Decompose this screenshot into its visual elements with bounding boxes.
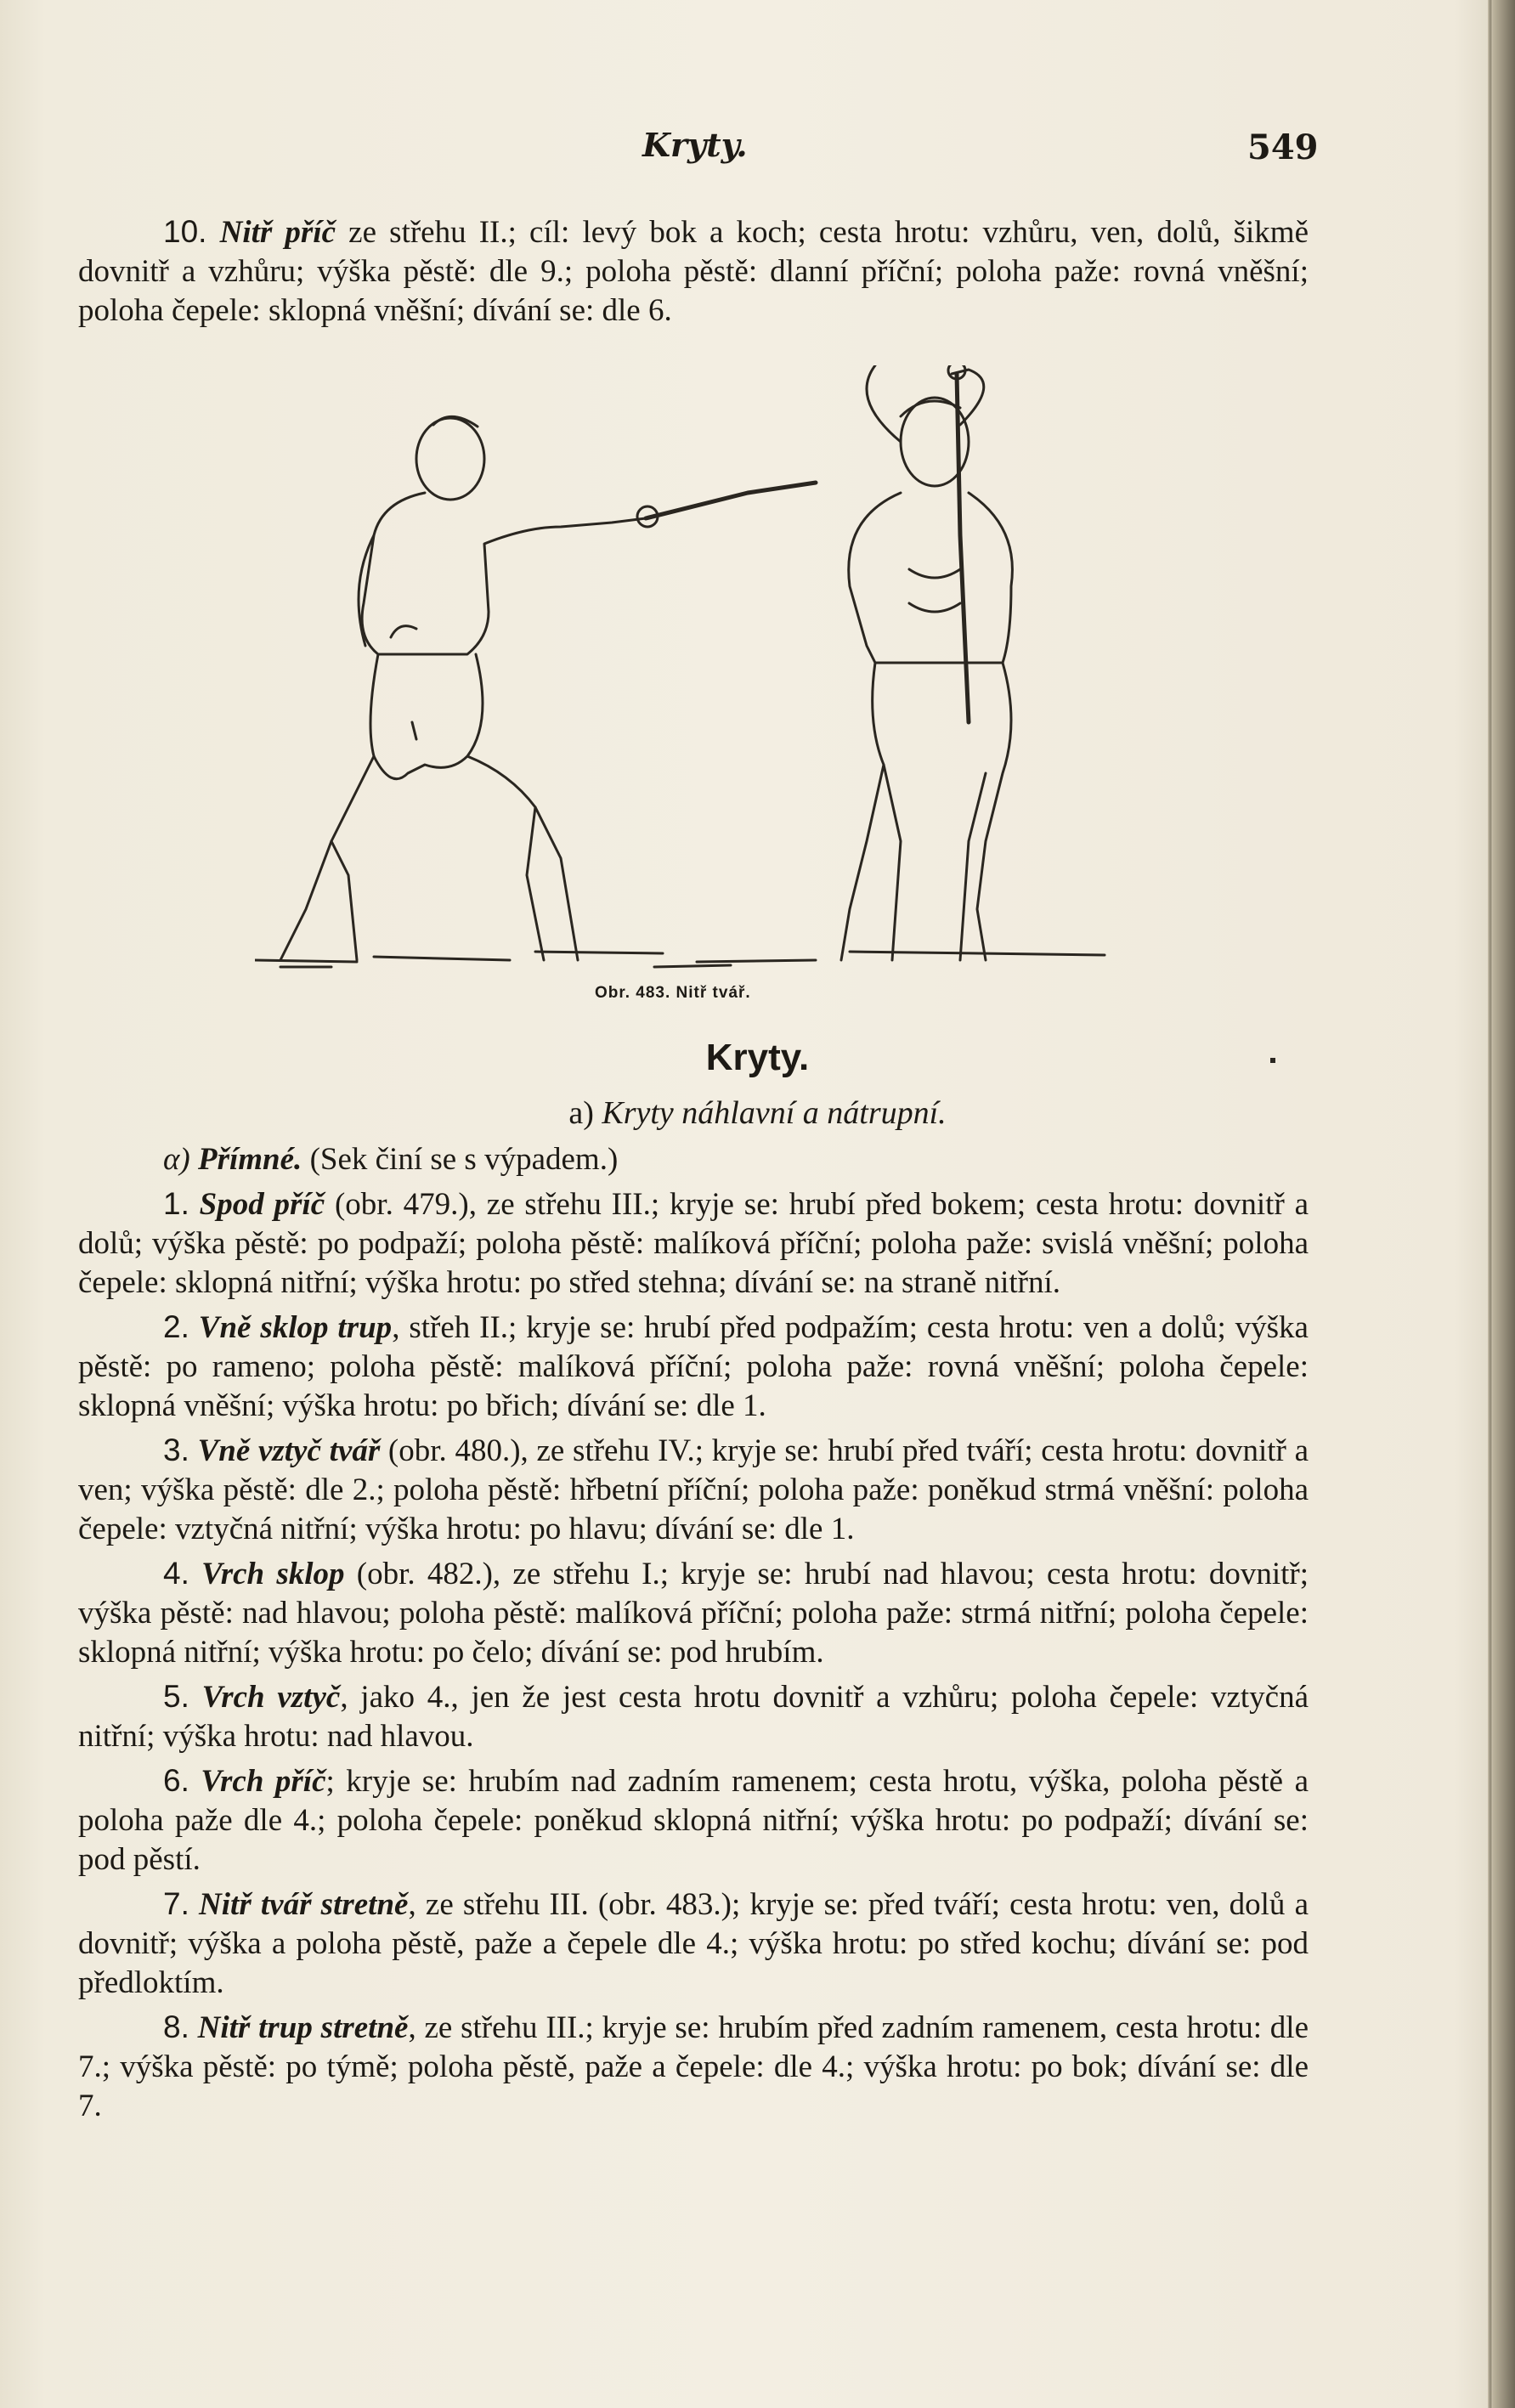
- sub-section-line: [78, 1140, 1309, 1179]
- item-number: 3.: [163, 1433, 189, 1467]
- item-3: [78, 1431, 1309, 1549]
- items-list: [78, 1184, 1309, 2126]
- item-number: 2.: [163, 1309, 189, 1344]
- item-term: Vně vztyč tvář: [197, 1433, 381, 1468]
- item-text: , jako 4., jen že jest cesta hrotu dovnitř a vzhůru; poloha čepele: vztyčná nitřní; výška hrotu: nad hlavou.: [78, 1680, 1309, 1754]
- item-term: Spod příč: [199, 1187, 325, 1222]
- figure-caption: Obr. 483. Nitř tvář.: [595, 984, 751, 1002]
- item-number: 7.: [163, 1886, 189, 1921]
- item-term: Nitř příč: [219, 215, 336, 250]
- item-2: [78, 1308, 1309, 1426]
- fencing-figure: [255, 365, 1122, 977]
- item-number: 5.: [163, 1679, 189, 1714]
- item-4: [78, 1554, 1309, 1672]
- item-number: 6.: [163, 1763, 189, 1798]
- subheading: [0, 1094, 1515, 1132]
- intro-paragraph: [78, 212, 1309, 331]
- item-number: 4.: [163, 1556, 189, 1591]
- item-7: [78, 1885, 1309, 2003]
- page-number: 549: [1247, 127, 1319, 167]
- item-number: 1.: [163, 1186, 189, 1221]
- item-term: Vrch příč: [201, 1764, 326, 1799]
- subheading-title: Kryty náhlavní a nátrupní.: [602, 1095, 947, 1131]
- item-term: Vrch vztyč: [201, 1680, 341, 1715]
- item-term: Vrch sklop: [201, 1557, 345, 1591]
- item-text: (obr. 480.), ze střehu IV.; kryje se: hrubí před tváří; cesta hrotu: dovnitř a ven; výška pěstě: dle 2.; poloha pěstě: hřbetní příční; poloha paže: poněkud strmá vněšní: poloha čepele: vztyčná nitřní; výška hrotu: po hlavu; dívání se: dle 1.: [78, 1433, 1309, 1546]
- printing-dot: [1270, 1058, 1275, 1063]
- item-text: (obr. 479.), ze střehu III.; kryje se: hrubí před bokem; cesta hrotu: dovnitř a dolů; výška pěstě: po podpaží; poloha pěstě: malíková příční; poloha paže: svislá vněšní; poloha čepele: sklopná nitřní; výška hrotu: po střed stehna; dívání se: na straně nitřní.: [78, 1187, 1309, 1300]
- item-8: [78, 2008, 1309, 2126]
- item-term: Nitř trup stretně: [197, 2010, 409, 2045]
- item-number: 10.: [163, 214, 207, 249]
- item-5: [78, 1677, 1309, 1756]
- item-text: , ze střehu III.; kryje se: hrubím před zadním ramenem, cesta hrotu: dle 7.; výška pěstě: po týmě; poloha pěstě, paže a čepele: dle 4.; výška hrotu: po bok; dívání se: dle 7.: [78, 2010, 1309, 2123]
- item-number: 8.: [163, 2009, 189, 2044]
- item-6: [78, 1761, 1309, 1879]
- item-term: Vně sklop trup: [198, 1310, 393, 1345]
- item-text: ; kryje se: hrubím nad zadním ramenem; cesta hrotu, výška, poloha pěstě a poloha paže dle 4.; poloha čepele: poněkud sklopná nitřní; výška hrotu: po podpaží; dívání se: pod pěstí.: [78, 1764, 1309, 1877]
- sub-note: (Sek činí se s výpadem.): [309, 1142, 619, 1177]
- sub-title: Přímné.: [198, 1142, 302, 1177]
- item-text: ze střehu II.; cíl: levý bok a koch; cesta hrotu: vzhůru, ven, dolů, šikmě dovnitř a vzhůru; výška pěstě: dle 9.; poloha pěstě: dlanní příční; poloha paže: rovná vněšní; poloha čepele: sklopná vněšní; dívání se: dle 6.: [78, 215, 1309, 328]
- book-spine-shadow: [1493, 0, 1515, 2408]
- item-term: Nitř tvář stretně: [199, 1887, 409, 1922]
- item-1: [78, 1184, 1309, 1303]
- item-text: , ze střehu III. (obr. 483.); kryje se: před tváří; cesta hrotu: ven, dolů a dovnitř; výška a poloha pěstě, paže a čepele dle 4.; výška hrotu: po střed kochu; dívání se: pod předloktím.: [78, 1887, 1309, 2000]
- item-text: (obr. 482.), ze střehu I.; kryje se: hrubí nad hlavou; cesta hrotu: dovnitř; výška pěstě: nad hlavou; poloha pěstě: malíková příční; poloha paže: strmá nitřní; poloha čepele: sklopná nitřní; výška hrotu: po čelo; dívání se: pod hrubím.: [78, 1557, 1309, 1670]
- item-text: , střeh II.; kryje se: hrubí před podpažím; cesta hrotu: ven a dolů; výška pěstě: po rameno; poloha pěstě: malíková příční; poloha paže: rovná vněšní; poloha čepele: sklopná vněšní; výška hrotu: po břich; dívání se: dle 1.: [78, 1310, 1309, 1423]
- subheading-label: a): [568, 1095, 594, 1131]
- section-heading: Kryty.: [705, 1037, 810, 1078]
- running-head: Kryty.: [642, 126, 748, 164]
- sub-label: α): [163, 1142, 190, 1177]
